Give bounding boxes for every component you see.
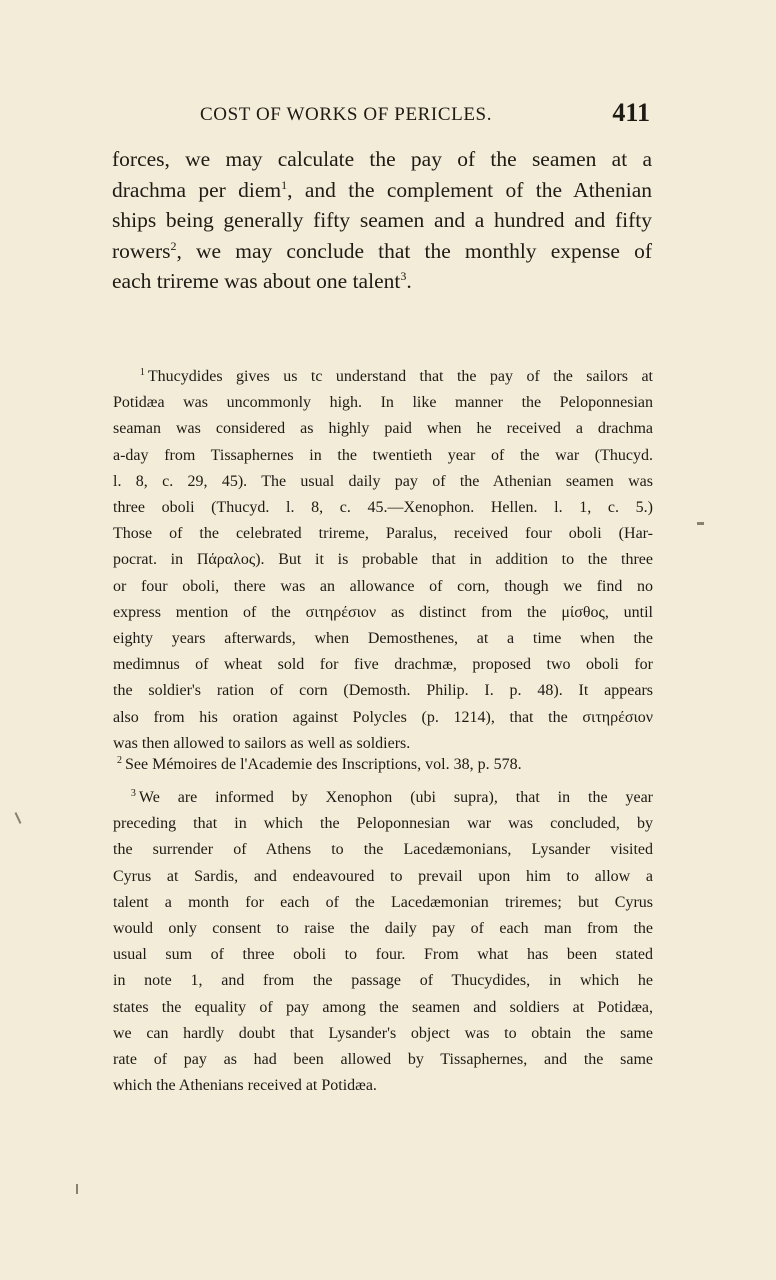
text-line: drachma per diem$^1$, and the complement of the Athenian bbox=[112, 177, 652, 202]
footnote-line: preceding that in which the Peloponnesian war was concluded, by bbox=[113, 815, 653, 833]
footnote-mark: 3 bbox=[130, 787, 136, 799]
footnote-line: medimnus of wheat sold for five drachmæ, proposed two oboli for bbox=[113, 656, 653, 674]
footnote-1 bbox=[113, 364, 653, 757]
footnote-mark: 2 bbox=[117, 754, 122, 766]
footnote-line: would only consent to raise the daily pay of each man from the bbox=[113, 920, 653, 938]
footnote-line: which the Athenians received at Potidæa. bbox=[113, 1077, 377, 1095]
footnote-line: states the equality of pay among the seamen and soldiers at Potidæa, bbox=[113, 998, 653, 1016]
footnote-line: rate of pay as had been allowed by Tissaphernes, and the same bbox=[113, 1051, 653, 1069]
text-line: rowers$^2$, we may conclude that the monthly expense of bbox=[112, 238, 652, 263]
footnote-line: three oboli (Thucyd. l. 8, c. 45.—Xenophon. Hellen. l. 1, c. 5.) bbox=[113, 499, 653, 517]
footnote-line: express mention of the σιτηρέσιον as distinct from the μίσθος, until bbox=[113, 603, 653, 621]
footnote-line: $^3$ We are informed by Xenophon (ubi supra), that in the year bbox=[130, 787, 653, 806]
footnote-line: Potidæa was uncommonly high. In like manner the Peloponnesian bbox=[113, 394, 653, 412]
footnote-line: we can hardly doubt that Lysander's object was to obtain the same bbox=[113, 1024, 653, 1042]
footnote-line: $^2$ See Mémoires de l'Academie des Inscriptions, vol. 38, p. 578. bbox=[117, 754, 522, 773]
footnote-line: talent a month for each of the Lacedæmonian triremes; but Cyrus bbox=[113, 893, 653, 911]
footnote-line: the soldier's ration of corn (Demosth. Philip. I. p. 48). It appears bbox=[113, 682, 653, 700]
footnote-line: eighty years afterwards, when Demosthenes, at a time when the bbox=[113, 630, 653, 648]
paper-speck bbox=[15, 812, 22, 824]
text-line: each trireme was about one talent$^3$. bbox=[112, 268, 412, 293]
footnote-line: was then allowed to sailors as well as soldiers. bbox=[113, 734, 411, 752]
footnote-3 bbox=[113, 785, 653, 1099]
text-line: forces, we may calculate the pay of the seamen at a bbox=[112, 147, 652, 171]
footnote-line: or four oboli, there was an allowance of corn, though we find no bbox=[113, 577, 653, 595]
footnote-line: Cyrus at Sardis, and endeavoured to prevail upon him to allow a bbox=[113, 867, 653, 885]
footnote-line: l. 8, c. 29, 45). The usual daily pay of the Athenian seamen was bbox=[113, 472, 653, 490]
footnote-line: $^1$ Thucydides gives us tc understand that the pay of the sailors at bbox=[139, 366, 654, 385]
footnote-line: a-day from Tissaphernes in the twentieth year of the war (Thucyd. bbox=[113, 446, 653, 464]
paper-speck bbox=[76, 1184, 78, 1194]
footnote-line: usual sum of three oboli to four. From what has been stated bbox=[113, 946, 653, 964]
footnote-line: in note 1, and from the passage of Thucydides, in which he bbox=[113, 972, 653, 990]
footnote-line: the surrender of Athens to the Lacedæmonians, Lysander visited bbox=[113, 841, 653, 859]
footnote-line: Those of the celebrated trireme, Paralus, received four oboli (Har- bbox=[113, 525, 653, 543]
footnote-line: pocrat. in Πάραλος). But it is probable that in addition to the three bbox=[113, 551, 653, 569]
footnote-ref: 1 bbox=[281, 177, 288, 192]
footnote-line: also from his oration against Polycles (p. 1214), that the σιτηρέσιον bbox=[113, 708, 653, 726]
paper-speck bbox=[697, 522, 704, 525]
footnote-ref: 3 bbox=[400, 268, 407, 283]
footnote-2 bbox=[113, 752, 653, 778]
running-title: COST OF WORKS OF PERICLES. bbox=[200, 104, 493, 125]
footnote-mark: 1 bbox=[139, 366, 145, 378]
footnote-line: seaman was considered as highly paid when he received a drachma bbox=[113, 420, 653, 438]
text-line: ships being generally fifty seamen and a hundred and fifty bbox=[112, 208, 652, 232]
footnote-ref: 2 bbox=[170, 238, 177, 253]
main-text bbox=[112, 144, 652, 297]
page-number: 411 bbox=[612, 98, 650, 127]
page-header bbox=[200, 98, 660, 128]
